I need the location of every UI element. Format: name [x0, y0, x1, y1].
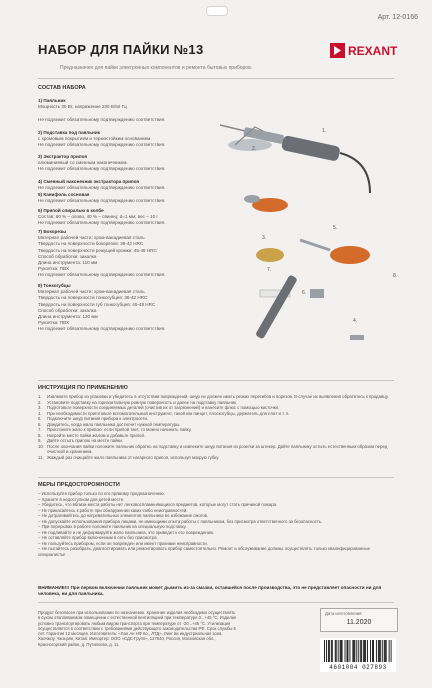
warning-text: ВНИМАНИЕ!!! При первом включении паяльник может дымить из-за смазки, оставшейся после производства, это не представляет опасности ни для человека, ни для паяльника. [38, 585, 382, 596]
step-text: При необходимости приготовьте вспомогательный инструмент, такой как пинцет, плоскогубцы, держатель для плат и т. п. [47, 410, 290, 416]
contents-item-line: Не подлежит обязательному подтверждению соответствия. [38, 116, 166, 122]
figure-label: 7. [267, 267, 272, 273]
step-number: 11. [38, 455, 44, 461]
safety-line: – При перерывах в работе положите паяльник на специальную подставку. [38, 524, 187, 530]
contents-item-title: 7) Бокорезы [38, 229, 67, 234]
manufacture-date-box [320, 608, 398, 632]
contents-item-line: Состав: 60 % – олово, 40 % – свинец; d=1 мм; вес – 10 г [38, 214, 159, 220]
contents-item-line: с хромовым покрытием и термостойким основанием. [38, 136, 152, 142]
step-text: Нагрейте место пайки жалом и добавьте припой. [47, 432, 146, 438]
step-text: Дайте остыть припою на месте пайки. [47, 438, 123, 444]
divider [38, 380, 394, 381]
step-number: 8. [38, 432, 42, 438]
contents-item-title: 6) Припой спиралью в колбе [38, 208, 104, 213]
contents-item-line: Способ обработки: закалка [38, 307, 97, 313]
barcode-bars-icon [320, 638, 396, 664]
step-text: Подготовьте поверхности соединяемых деталей (очистив их от загрязнений) и нанесите флюс с помощью кисточки. [47, 405, 280, 411]
hang-hole [206, 6, 228, 16]
tip-icon [350, 335, 364, 340]
step-number: 7. [38, 427, 42, 433]
step-text: Установите подставку на горизонтальную ровную поверхность и далее на подставку паяльник. [47, 399, 238, 405]
safety-line: – Не допускайте использования прибора лицами, не имеющими опыта работы с паяльником, без присмотра ответственного за безопасность. [38, 518, 323, 524]
figure-label: 2. [252, 146, 257, 152]
contents-item-line: Не подлежит обязательному подтверждению соответствия. [38, 185, 166, 191]
cutters-icon [244, 195, 288, 212]
step-text: Извлеките прибор из упаковки и убедитесь в отсутствии повреждений, шнур не должен иметь резких перегибов и порезов. В случае их выявления обратитесь к продавцу. [47, 394, 389, 399]
safety-line: – Не оставляйте прибор включенным в сеть без присмотра. [38, 535, 158, 541]
date-value: 11.2020 [346, 619, 372, 626]
brand-logo [330, 42, 398, 59]
contents-item-title: 2) Подставка под паяльник [38, 130, 100, 135]
solder-tube-icon [260, 289, 324, 298]
safety-line: – Не пытайтесь разобрать, диагностировать или ремонтировать прибор самостоятельно. Ремонт и обслуживание должны осуществлять только квалифицированные специалисты! [38, 546, 370, 558]
instruction-step [38, 444, 398, 455]
step-number: 2. [38, 399, 42, 405]
contents-item-line: Твердость на поверхности бокорезов: 38-42 HRC [38, 241, 144, 247]
step-text: Дождитесь, когда жало паяльника достигнет нужной температуры. [47, 421, 181, 427]
safety-line: – Убедитесь, что вблизи места работы нет легковоспламеняющихся предметов, которые могут стать причиной пожара. [38, 502, 278, 508]
contents-item-line: Мощность 30 Вт, напряжение 230 В/50 Гц [38, 104, 127, 110]
contents-item-line: алюминиевый со сменным наконечником. [38, 160, 128, 166]
step-text: Жаждый раз очищайте жало паяльника от нагарного припоя, используя мокрую губку. [47, 455, 220, 461]
step-number: 5. [38, 416, 42, 422]
barcode-number: 4601004 027893 [329, 664, 387, 671]
subtitle: Предназначен для пайки электронных компонентов и ремонта бытовых приборов. [60, 65, 253, 71]
footer-text: Продукт безопасен при использовании по назначению. Хранение изделия необходимо осуществлять в сухом отапливаемом помещении с естественной вентиляцией при температуре 0...+45 °С. Изделие условно транспортировать любым видом транспорта при температуре от -20...+45 °С. Утилизация осуществляется в соответствии с требованиями действующего законодательства РФ. Срок службы 5 лет. Гарантия 12 месяцев. Изготовитель: «Лан Ан НФ Ко., ЛТД», Линг ви индустриальная зона, Хаочжоу, Чжэцзян, Китай. Импортер: ООО «СДС-Групп», 127540, Россия, Московская обл., Красногорский район, д. Путилково, д. 11. [38, 610, 237, 647]
pliers-icon [300, 240, 370, 264]
safety-line: – Храните в недоступном для детей месте. [38, 496, 125, 502]
soldering-iron-icon [220, 125, 370, 193]
step-text: Подключите шнур питания прибора к электросети. [47, 416, 149, 422]
contents-item-title: 4) Сменный наконечник экстрактора припоя [38, 179, 140, 184]
divider [38, 477, 394, 478]
contents-item-line: Рукоятка: ПВХ [38, 266, 70, 272]
figure-label: 8. [393, 273, 398, 279]
kit-illustration [200, 105, 415, 395]
figure-label: 5. [333, 225, 338, 231]
step-number: 1. [38, 394, 42, 399]
contents-item-title: 3) Экстрактор припоя [38, 154, 88, 159]
barcode [320, 638, 396, 672]
article-number: Арт. 12-0166 [377, 14, 418, 21]
divider [38, 78, 394, 79]
contents-item-title: 1) Паяльник [38, 98, 66, 103]
step-number: 10. [38, 443, 44, 449]
contents-item-line: Не подлежит обязательному подтверждению соответствия. [38, 142, 166, 148]
step-text: Прислоните жало к припою: если припой тает, то можно начинать пайку. [47, 427, 192, 433]
step-number: 3. [38, 405, 42, 411]
contents-item-line: Материал рабочей части: хром-ванадиевая сталь [38, 235, 145, 241]
figure-label: 3. [262, 235, 267, 241]
safety-line: – Не подливайте и не деформируйте жало паяльника, это приведет к его повреждению. [38, 529, 215, 535]
extractor-icon [255, 274, 298, 339]
divider [38, 602, 394, 603]
safety-line: – Не дотрагивайтесь до нагревательных элементов паяльника во избежание ожогов. [38, 513, 209, 519]
safety-heading: МЕРЫ ПРЕДОСТОРОЖНОСТИ [38, 482, 120, 488]
contents-item-line: Твердость на поверхности губ тонкогубцев: 45-48 HRC [38, 301, 156, 307]
instructions-heading: ИНСТРУКЦИЯ ПО ПРИМЕНЕНИЮ [38, 385, 128, 391]
contents-heading: СОСТАВ НАБОРА [38, 85, 86, 91]
contents-item-line: Твердость на поверхности режущей кромки: 45-48 HRC [38, 247, 157, 253]
rosin-icon [256, 248, 284, 262]
safety-list [38, 491, 398, 558]
contents-item-line: Способ обработки: закалка [38, 253, 97, 259]
contents-item-line: Не подлежит обязательному подтверждению соответствия. [38, 198, 166, 204]
contents-item-line: Рукоятка: ПВХ [38, 320, 70, 326]
contents-item-line: Длина инструмента: 110 мм [38, 260, 98, 266]
contents-item-line: Твердость на поверхности тонкогубцев: 38-42 HRC [38, 295, 148, 301]
safety-line: – Не прикасайтесь к работе при обнаружении каких-либо неисправностей. [38, 507, 188, 513]
contents-item-line: Не подлежит обязательному подтверждению соответствия. [38, 272, 166, 278]
step-number: 4. [38, 410, 42, 416]
figure-label: 1. [322, 128, 327, 134]
safety-line: – Используйте прибор только по его прямому предназначению. [38, 491, 165, 496]
instructions-list [38, 394, 398, 461]
contents-item-line: Не подлежит обязательному подтверждению соответствия. [38, 220, 166, 226]
figure-label: 4. [353, 318, 358, 324]
contents-item-title: 8) Тонкогубцы [38, 283, 71, 288]
date-label: Дата изготовления: [325, 611, 363, 616]
instruction-step [38, 455, 398, 461]
contents-item-line: Не подлежит обязательному подтверждению соответствия. [38, 166, 166, 172]
contents-item-line: Материал рабочей части: хром-ванадиевая сталь [38, 289, 145, 295]
step-number: 6. [38, 421, 42, 427]
safety-line: – Не пользуйтесь прибором, если он поврежден или имеет признаки неисправности. [38, 540, 208, 546]
contents-item-title: 5) Канифоль сосновая [38, 192, 90, 197]
contents-item-line: Не подлежит обязательному подтверждению соответствия. [38, 326, 166, 332]
figure-label: 6. [302, 290, 307, 296]
brand-name: REXANT [348, 44, 398, 58]
step-text: После окончания пайки положите паяльник обратно на подставку и извлеките шнур питания из розетки за штекер. Дайте паяльнику остыть естественным образом перед очисткой и хранением. [47, 443, 388, 455]
page-title: НАБОР ДЛЯ ПАЙКИ №13 [38, 42, 204, 57]
step-number: 9. [38, 438, 42, 444]
contents-item-line: Длина инструмента: 120 мм [38, 314, 98, 320]
